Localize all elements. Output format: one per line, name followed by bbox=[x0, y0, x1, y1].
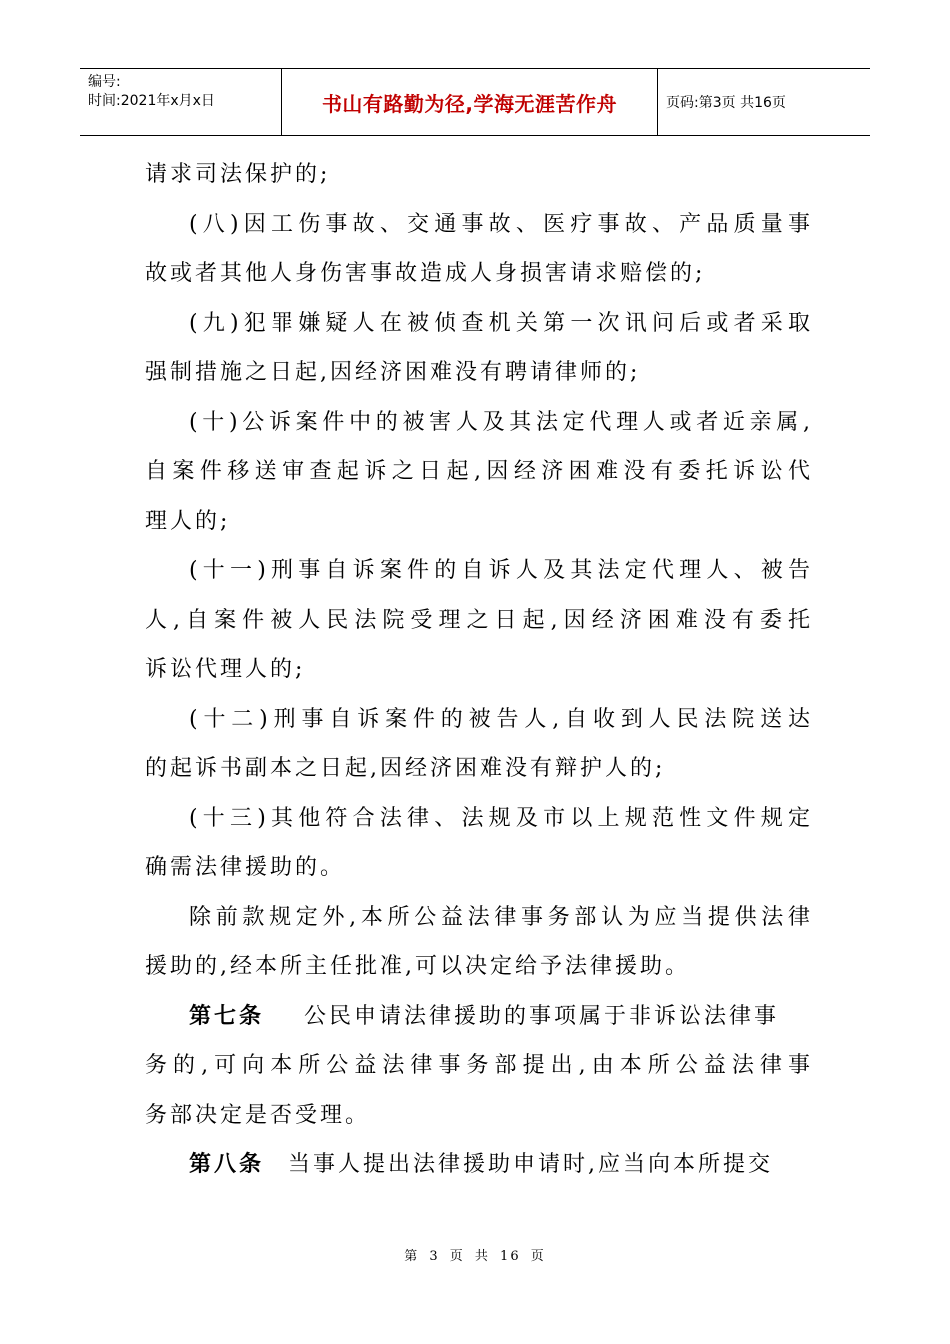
text-line: 除前款规定外,本所公益法律事务部认为应当提供法律 bbox=[189, 904, 810, 930]
header-meta bbox=[80, 69, 282, 135]
text-line: 务的,可向本所公益法律事务部提出,由本所公益法律事 bbox=[145, 1053, 810, 1078]
article-8-title: 第八条 bbox=[189, 1151, 265, 1177]
page-footer: 第 3 页 共 16 页 bbox=[404, 1249, 546, 1264]
text-line: 强制措施之日起,因经济困难没有聘请律师的; bbox=[145, 360, 641, 385]
text-line: 的起诉书副本之日起,因经济困难没有辩护人的; bbox=[145, 756, 666, 781]
text-line: 自案件移送审查起诉之日起,因经济困难没有委托诉讼代 bbox=[145, 459, 810, 484]
text-line: 请求司法保护的; bbox=[145, 162, 331, 187]
article-7-line bbox=[145, 992, 810, 1042]
document-time-label: 时间:2021年x月x日 bbox=[88, 93, 215, 109]
text-line: (十三)其他符合法律、法规及市以上规范性文件规定 bbox=[189, 805, 810, 831]
text-line: 诉讼代理人的; bbox=[145, 657, 306, 682]
page-header bbox=[80, 68, 870, 136]
header-page-info bbox=[658, 69, 870, 135]
header-page-label: 页码:第3页 共16页 bbox=[666, 95, 786, 111]
text-line: 援助的,经本所主任批准,可以决定给予法律援助。 bbox=[145, 954, 690, 979]
text-line: 人,自案件被人民法院受理之日起,因经济困难没有委托 bbox=[145, 607, 810, 633]
text-line: 当事人提出法律援助申请时,应当向本所提交 bbox=[288, 1152, 774, 1177]
header-motto: 书山有路勤为径,学海无涯苦作舟 bbox=[321, 91, 618, 116]
text-line: 理人的; bbox=[145, 508, 231, 534]
document-body bbox=[145, 150, 810, 1190]
text-line: 务部决定是否受理。 bbox=[145, 1102, 371, 1128]
text-line: (十)公诉案件中的被害人及其法定代理人或者近亲属, bbox=[189, 409, 810, 435]
text-line: 确需法律援助的。 bbox=[145, 855, 346, 880]
article-7-title: 第七条 bbox=[189, 1002, 265, 1029]
text-line: (十二)刑事自诉案件的被告人,自收到人民法院送达 bbox=[189, 706, 810, 732]
header-motto-cell bbox=[282, 69, 658, 135]
text-line: 故或者其他人身伤害事故造成人身损害请求赔偿的; bbox=[145, 261, 706, 286]
text-line: (十一)刑事自诉案件的自诉人及其法定代理人、被告 bbox=[189, 558, 810, 583]
text-line: (九)犯罪嫌疑人在被侦查机关第一次讯问后或者采取 bbox=[189, 310, 810, 336]
document-number-label: 编号: bbox=[88, 74, 121, 90]
article-8-line bbox=[145, 1140, 810, 1190]
text-line: (八)因工伤事故、交通事故、医疗事故、产品质量事 bbox=[189, 211, 810, 237]
text-line: 公民申请法律援助的事项属于非诉讼法律事 bbox=[304, 1003, 780, 1029]
